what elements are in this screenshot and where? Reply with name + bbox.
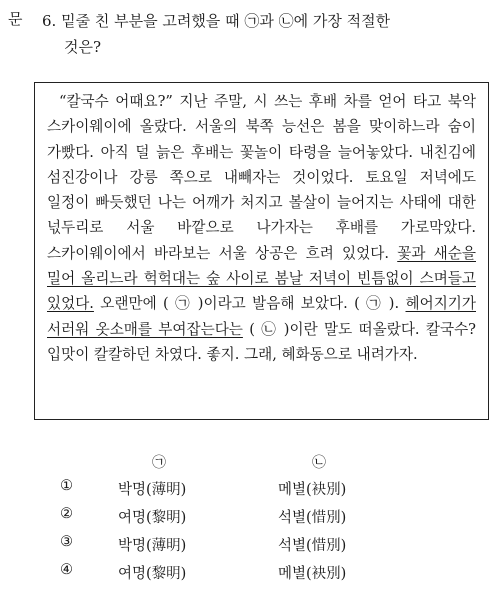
choices-header-b: ㉡ — [312, 455, 326, 471]
passage-underline-2: 헤어지기가 서러워 옷소매를 부여잡는다는 — [47, 295, 476, 338]
question-label: 문 — [8, 10, 23, 28]
choice-b: 메별(袂別) — [278, 566, 347, 582]
passage-underline-1: 꽃과 새순을 밀어 올리느라 헉헉대는 숲 사이로 봄날 저녁이 빈틈없이 스며들고 있었다. — [47, 244, 476, 313]
choice-a: 박명(薄明) — [118, 538, 187, 554]
question-stem — [42, 8, 497, 60]
question-line1: 밑줄 친 부분을 고려했을 때 ㉠과 ㉡에 가장 적절한 — [61, 12, 391, 30]
passage-part-2: 오랜만에 ( ㉠ )이라고 발음해 보았다. ( ㉠ ). — [93, 295, 406, 313]
passage-box — [34, 82, 489, 420]
choice-2[interactable] — [0, 506, 502, 530]
passage-text — [47, 89, 476, 367]
choice-1[interactable] — [0, 478, 502, 502]
choices-header-a: ㉠ — [152, 455, 166, 471]
question-line2: 것은? — [64, 38, 102, 56]
choice-number: ④ — [60, 562, 73, 578]
choice-b: 석별(惜別) — [278, 538, 347, 554]
choices-header — [0, 452, 502, 472]
choice-a: 여명(黎明) — [118, 510, 187, 526]
choice-number: ② — [60, 506, 73, 522]
choice-b: 석별(惜別) — [278, 510, 347, 526]
choice-b: 메별(袂別) — [278, 482, 347, 498]
choice-a: 박명(薄明) — [118, 482, 187, 498]
passage-part-1: “칼국수 어때요?” 지난 주말, 시 쓰는 후배 차를 얻어 타고 북악 스카이웨이에 올랐다. 서울의 북쪽 능선은 봄을 맞이하느라 숨이 가빴다. 아직 덜 늙은 후배는 꽃놀이 타령을 늘어놓았다. 내친김에 섬진강이나 강릉 쪽으로 내빼자는 것이었다. 토요일 저녁에도 일정이 빠듯했던 나는 어깨가 처지고 볼살이 늘어지는 사태에 대한 넋두리로 서울 바깥으로 나가자는 후배를 가로막았다. 스카이웨이에서 바라보는 서울 상공은 흐려 있었다. — [47, 93, 476, 262]
passage-part-3: ( ㉡ )이란 말도 떠올랐다. 칼국수? 입맛이 칼칼하던 차였다. 좋지. 그래, 혜화동으로 내려가자. — [47, 320, 476, 363]
question-number: 6. — [42, 12, 57, 30]
choice-4[interactable] — [0, 562, 502, 586]
choice-number: ① — [60, 478, 73, 494]
choice-number: ③ — [60, 534, 73, 550]
choice-a: 여명(黎明) — [118, 566, 187, 582]
choice-3[interactable] — [0, 534, 502, 558]
